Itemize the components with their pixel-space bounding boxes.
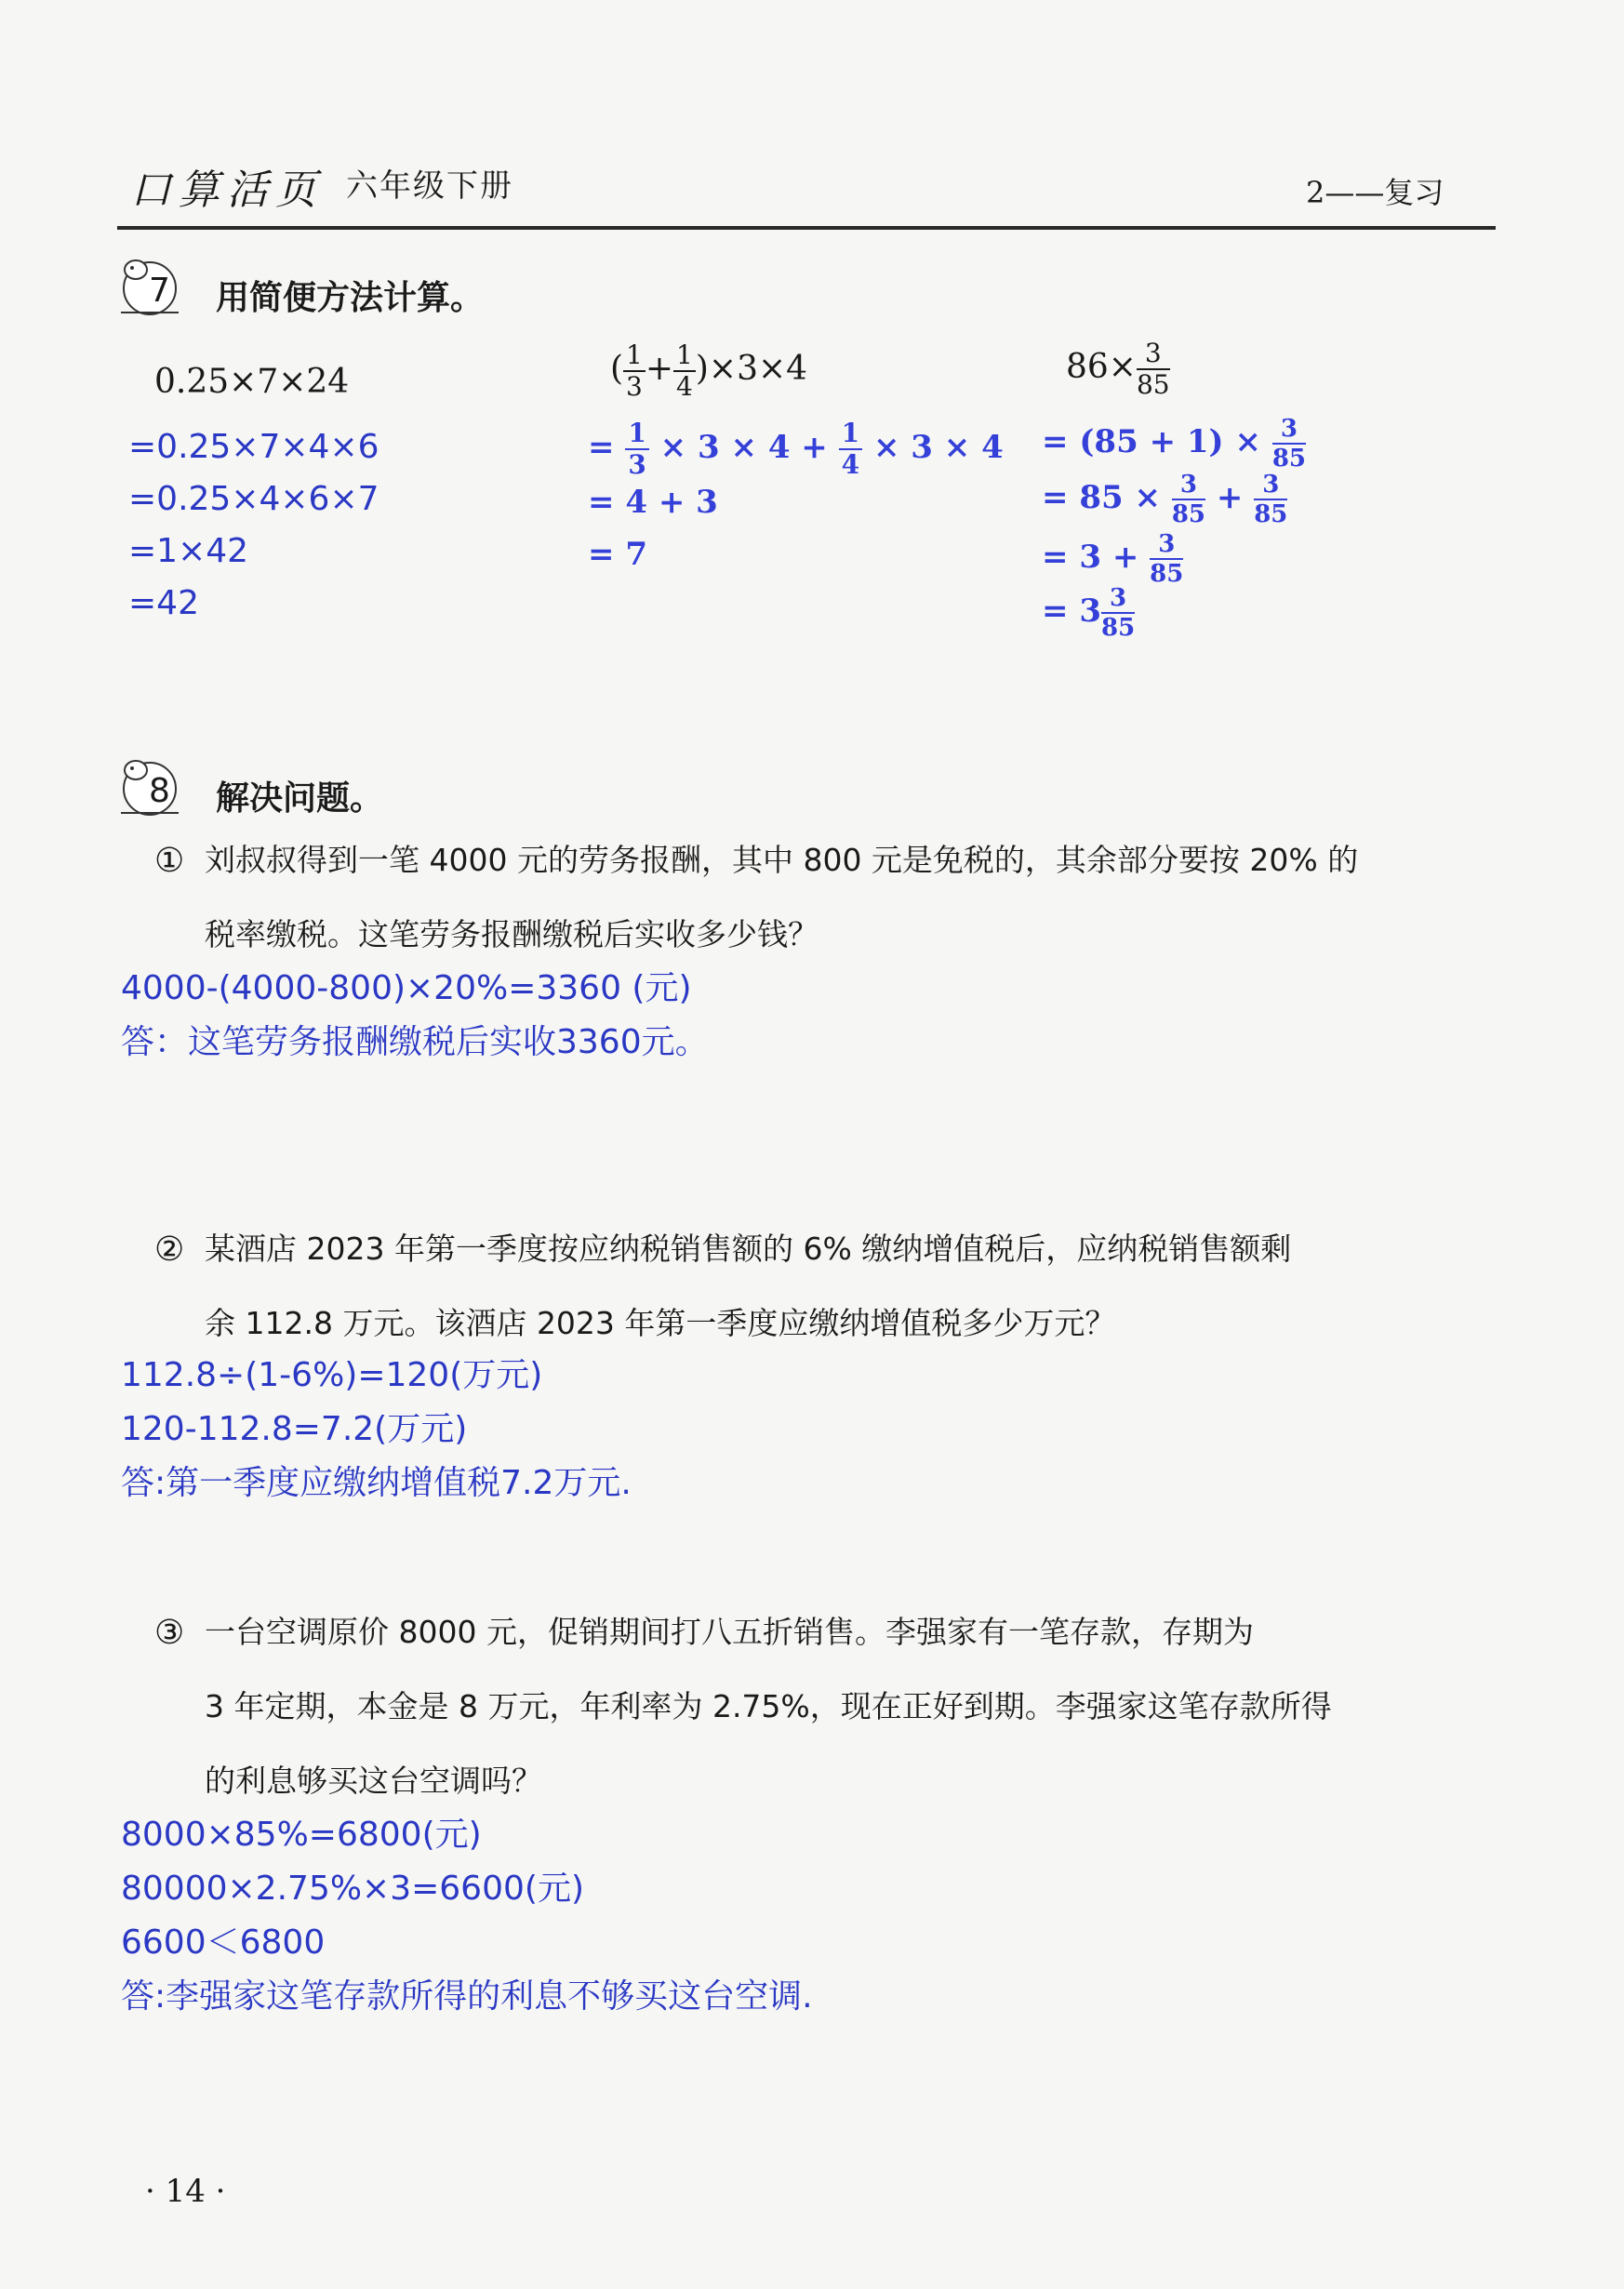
q3-line1: 一台空调原价 8000 元，促销期间打八五折销售。李强家有一笔存款，存期为 bbox=[205, 1614, 1254, 1650]
section8-title: 解决问题。 bbox=[216, 779, 384, 818]
page-number: · 14 · bbox=[145, 2173, 226, 2210]
q2-line1: 某酒店 2023 年第一季度按应纳税销售额的 6% 缴纳增值税后，应纳税销售额剩 bbox=[205, 1231, 1292, 1267]
q2-line2: 余 112.8 万元。该酒店 2023 年第一季度应缴纳增值税多少万元？ bbox=[205, 1305, 1116, 1341]
q1-marker: ① bbox=[154, 842, 185, 880]
header-divider bbox=[117, 226, 1496, 230]
col2-step2: = 4 + 3 bbox=[588, 484, 718, 521]
col2-expression: ( $\frac{1}{3}$ + $\frac{1}{4}$ )×3×4 bbox=[610, 339, 808, 402]
open-paren: ( bbox=[610, 350, 624, 388]
chapter-label: 2——复习 bbox=[1306, 175, 1444, 210]
col3-expression: 86× $\frac{3}{85}$ bbox=[1066, 338, 1170, 400]
col1-step: =42 bbox=[128, 584, 199, 622]
col1-expression: 0.25×7×24 bbox=[154, 363, 350, 401]
q3-marker: ③ bbox=[154, 1614, 185, 1652]
q3-answer: 80000×2.75%×3=6600(元) bbox=[121, 1870, 584, 1908]
col3-step2: = 85 × $\frac{3}{85}$ + $\frac{3}{85}$ bbox=[1042, 471, 1288, 528]
q1-line1: 刘叔叔得到一笔 4000 元的劳务报酬，其中 800 元是免税的，其余部分要按 20% 的 bbox=[205, 842, 1359, 878]
col1-step: =0.25×4×6×7 bbox=[128, 480, 379, 518]
q1-line2: 税率缴税。这笔劳务报酬缴税后实收多少钱？ bbox=[205, 916, 819, 952]
q2-answer: 120-112.8=7.2(万元) bbox=[121, 1410, 468, 1448]
q1-conclusion: 答：这笔劳务报酬缴税后实收3360元。 bbox=[121, 1023, 709, 1061]
q2-marker: ② bbox=[154, 1231, 185, 1269]
q2-answer: 112.8÷(1-6%)=120(万元) bbox=[121, 1356, 543, 1394]
q1-answer: 4000-(4000-800)×20%=3360 (元) bbox=[121, 969, 692, 1007]
fraction: $\frac{1}{3}$ bbox=[623, 342, 646, 400]
col3-step3: = 3 + $\frac{3}{85}$ bbox=[1042, 530, 1184, 588]
grade-label: 六年级下册 bbox=[346, 167, 513, 205]
q3-conclusion: 答:李强家这笔存款所得的利息不够买这台空调. bbox=[121, 1977, 813, 2016]
fraction: $\frac{1}{4}$ bbox=[673, 342, 696, 400]
q3-line2: 3 年定期，本金是 8 万元，年利率为 2.75%，现在正好到期。李强家这笔存款所得 bbox=[205, 1688, 1332, 1724]
col2-step1: = $\frac{1}{3}$ × 3 × 4 + $\frac{1}{4}$ × 3 × 4 bbox=[588, 418, 1004, 480]
section8-number: 8 bbox=[149, 772, 170, 810]
q3-answer: 6600＜6800 bbox=[121, 1923, 326, 1962]
q3-line3: 的利息够买这台空调吗？ bbox=[205, 1763, 542, 1799]
col1-step: =0.25×7×4×6 bbox=[128, 428, 379, 466]
section7-number: 7 bbox=[149, 272, 170, 310]
col2-step3: = 7 bbox=[588, 536, 647, 573]
q3-answer: 8000×85%=6800(元) bbox=[121, 1816, 482, 1854]
book-title: 口算活页 bbox=[130, 166, 324, 214]
col3-step1: = (85 + 1) × $\frac{3}{85}$ bbox=[1042, 415, 1306, 472]
col3-step4: = 3 $\frac{3}{85}$ bbox=[1042, 584, 1136, 642]
q2-conclusion: 答:第一季度应缴纳增值税7.2万元. bbox=[121, 1464, 632, 1502]
section7-title: 用简便方法计算。 bbox=[216, 279, 485, 317]
col1-step: =1×42 bbox=[128, 532, 249, 570]
